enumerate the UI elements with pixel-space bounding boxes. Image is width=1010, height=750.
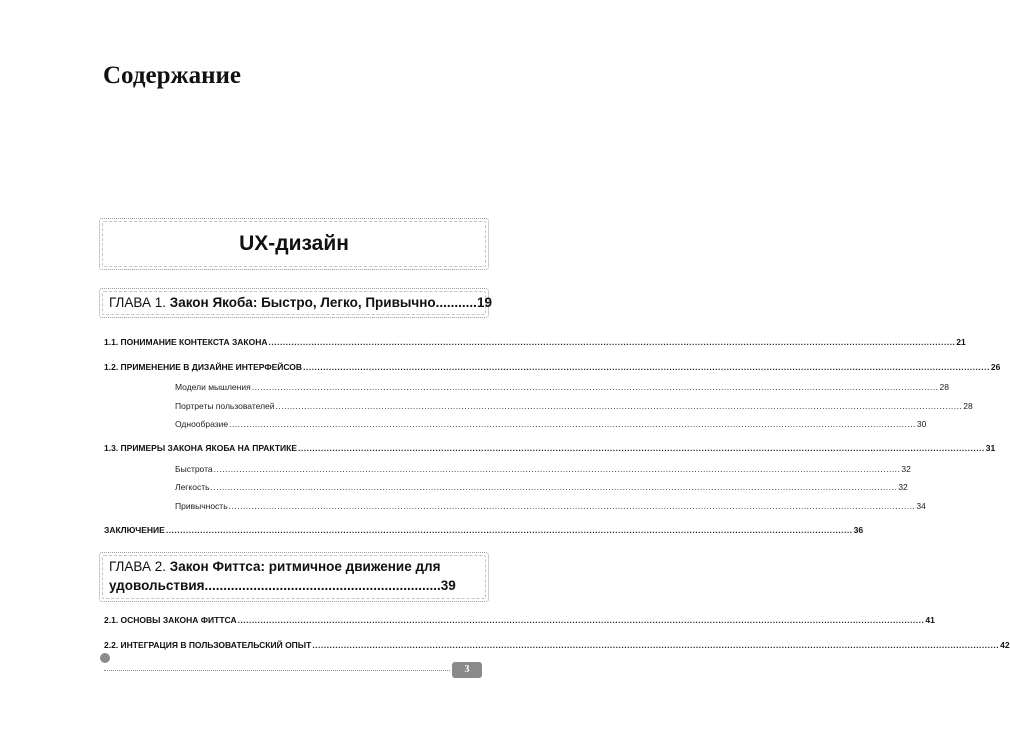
chapter-2-title-line-2: удовольствия [109, 578, 205, 593]
toc-entry-page: 32 [901, 464, 911, 474]
toc-entry-page: 28 [939, 382, 949, 392]
toc-entry-label: Привычность [175, 501, 228, 511]
toc-subentry [175, 382, 949, 392]
toc-entry-1-2 [104, 362, 1001, 372]
toc-entry-page: 21 [956, 337, 966, 347]
chapter-1-title: Закон Якоба: Быстро, Легко, Привычно [169, 295, 436, 310]
toc-entry-page: 42 [1000, 640, 1010, 650]
toc-subentry [175, 464, 911, 474]
page-title: Содержание [103, 62, 242, 89]
footer-dotted-rule [104, 670, 450, 671]
chapter-2-dots: ............................................................... [204, 578, 441, 593]
toc-entry-page: 30 [916, 419, 927, 429]
chapter-1-prefix: ГЛАВА 1. [109, 295, 170, 310]
toc-entry-label: Быстрота [175, 464, 213, 474]
toc-entry-1-3 [104, 443, 996, 453]
toc-entry-label: 1.2. ПРИМЕНЕНИЕ В ДИЗАЙНЕ ИНТЕРФЕЙСОВ [104, 362, 303, 372]
toc-entry-label: Однообразие [175, 419, 229, 429]
chapter-2-box [99, 552, 489, 602]
toc-entry-page: 28 [963, 401, 973, 411]
toc-entry-2-2 [104, 640, 1010, 650]
toc-entry-page: 31 [985, 443, 996, 453]
chapter-1-dots: ........... [435, 295, 477, 310]
toc-entry-label: 2.1. ОСНОВЫ ЗАКОНА ФИТТСА [104, 615, 237, 625]
toc-subentry [175, 482, 908, 492]
toc-entry-1-1 [104, 337, 966, 347]
chapter-1-page: 19 [476, 295, 492, 310]
toc-entry-label: 1.1. ПОНИМАНИЕ КОНТЕКСТА ЗАКОНА [104, 337, 268, 347]
toc-subentry [175, 401, 973, 411]
toc-entry-page: 32 [898, 482, 908, 492]
chapter-1-heading [109, 295, 492, 310]
page-number-badge: 3 [452, 662, 482, 678]
toc-subentry [175, 501, 926, 511]
chapter-2-title-line-1: Закон Фиттса: ритмичное движение для [169, 559, 441, 574]
toc-entry-page: 41 [925, 615, 935, 625]
toc-entry-page: 34 [916, 501, 926, 511]
toc-entry-label: 2.2. ИНТЕГРАЦИЯ В ПОЛЬЗОВАТЕЛЬСКИЙ ОПЫТ [104, 640, 312, 650]
toc-entry-page: 36 [853, 525, 864, 535]
toc-entry-label: ЗАКЛЮЧЕНИЕ [104, 525, 165, 535]
section-header-box [99, 218, 489, 270]
toc-entry-label: Портреты пользователей [175, 401, 275, 411]
toc-entry-page: 26 [990, 362, 1001, 372]
toc-entry-conclusion [104, 525, 864, 535]
footer-dot-ornament [100, 653, 110, 663]
toc-entry-2-1 [104, 615, 935, 625]
chapter-2-page: 39 [440, 578, 456, 593]
toc-entry-label: Модели мышления [175, 382, 251, 392]
toc-subentry [175, 419, 927, 429]
chapter-2-heading-line-2 [109, 578, 479, 593]
toc-entry-label: 1.3. ПРИМЕРЫ ЗАКОНА ЯКОБА НА ПРАКТИКЕ [104, 443, 297, 453]
section-title: UX-дизайн [239, 232, 349, 255]
chapter-2-prefix: ГЛАВА 2. [109, 559, 170, 574]
chapter-1-box [99, 288, 492, 318]
chapter-2-heading-line-1 [109, 559, 479, 574]
toc-entry-label: Легкость [175, 482, 210, 492]
